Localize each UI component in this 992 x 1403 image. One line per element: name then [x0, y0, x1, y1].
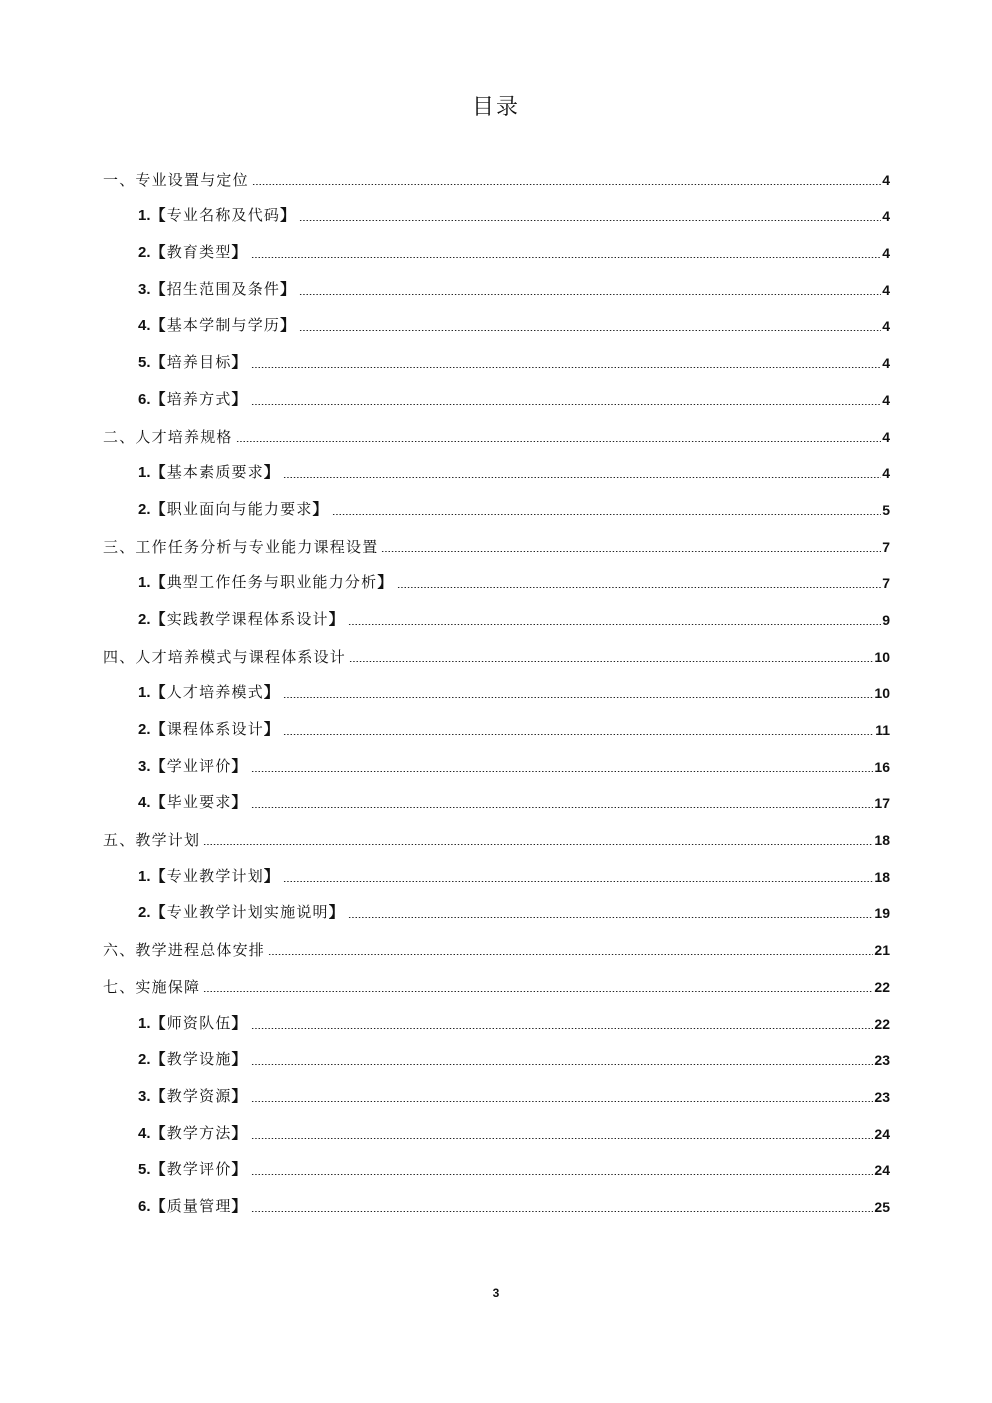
toc-entry-number: 2.	[138, 721, 151, 738]
toc-dot-leader	[348, 917, 873, 918]
toc-dot-leader	[283, 734, 874, 735]
toc-entry-title	[138, 683, 280, 702]
toc-entry-page-number: 7	[882, 538, 890, 555]
toc-entry-close-bracket: 】	[263, 463, 281, 482]
toc-entry-close-bracket: 】	[280, 279, 297, 298]
toc-entry-page-number: 5	[882, 501, 890, 518]
toc-entry-page-number: 10	[874, 685, 890, 702]
toc-entry-open-bracket: 【	[150, 866, 167, 885]
toc-entry-number: 4.	[138, 794, 151, 812]
toc-entry-page-number: 21	[874, 942, 890, 959]
toc-dot-leader	[251, 1138, 874, 1139]
toc-entry-open-bracket: 【	[150, 903, 167, 922]
toc-subsection-entry[interactable]	[103, 674, 890, 711]
toc-entry-open-bracket: 【	[150, 499, 167, 518]
toc-entry-open-bracket: 【	[150, 683, 167, 702]
toc-entry-close-bracket: 】	[231, 756, 248, 775]
toc-entry-page-number: 24	[874, 1125, 890, 1142]
toc-section-entry[interactable]	[103, 527, 890, 564]
toc-entry-title	[103, 648, 346, 666]
toc-entry-close-bracket: 】	[231, 1086, 248, 1105]
toc-entry-page-number: 22	[874, 1015, 890, 1032]
toc-entry-number: 1.	[138, 574, 151, 592]
toc-subsection-entry[interactable]	[103, 710, 890, 747]
toc-dot-leader	[251, 807, 874, 808]
toc-entry-page-number: 17	[874, 795, 890, 812]
toc-entry-close-bracket: 】	[263, 866, 281, 885]
toc-subsection-entry[interactable]	[103, 1151, 890, 1188]
toc-subsection-entry[interactable]	[103, 490, 890, 527]
toc-subsection-entry[interactable]	[103, 564, 890, 601]
toc-entry-label: 质量管理	[166, 1196, 232, 1215]
toc-entry-title	[138, 206, 296, 225]
toc-subsection-entry[interactable]	[103, 857, 890, 894]
toc-entry-close-bracket: 】	[263, 683, 281, 702]
toc-dot-leader	[251, 1064, 874, 1065]
toc-dot-leader	[299, 294, 881, 295]
toc-entry-number: 1.	[138, 1014, 151, 1032]
toc-entry-label: 七、实施保障	[103, 977, 201, 996]
toc-entry-page-number: 24	[874, 1162, 890, 1179]
toc-dot-leader	[348, 624, 881, 625]
toc-entry-close-bracket: 】	[312, 499, 329, 518]
toc-section-entry[interactable]	[103, 417, 890, 454]
toc-entry-label: 培养方式	[166, 389, 232, 408]
toc-entry-open-bracket: 【	[150, 756, 167, 775]
toc-entry-number: 5.	[138, 1161, 151, 1179]
toc-entry-number: 6.	[138, 390, 151, 408]
toc-entry-label: 毕业要求	[166, 793, 232, 812]
toc-dot-leader	[251, 1211, 874, 1212]
toc-entry-title	[138, 243, 248, 262]
toc-entry-close-bracket: 】	[231, 1123, 248, 1142]
toc-subsection-entry[interactable]	[103, 1004, 890, 1041]
toc-entry-label: 六、教学进程总体安排	[103, 941, 266, 960]
toc-entry-open-bracket: 【	[150, 463, 167, 482]
toc-subsection-entry[interactable]	[103, 1041, 890, 1078]
toc-entry-title	[103, 538, 378, 556]
toc-dot-leader	[203, 991, 873, 992]
toc-entry-page-number: 4	[882, 208, 890, 225]
toc-entry-open-bracket: 【	[150, 279, 167, 298]
toc-entry-number: 1.	[138, 867, 151, 885]
toc-entry-page-number: 23	[874, 1088, 890, 1105]
toc-entry-label: 二、人才培养规格	[103, 427, 233, 446]
toc-entry-open-bracket: 【	[150, 243, 167, 262]
toc-entry-label: 实践教学课程体系设计	[166, 609, 329, 628]
toc-dot-leader	[251, 404, 881, 405]
toc-entry-page-number: 4	[882, 428, 890, 445]
toc-dot-leader	[268, 954, 873, 955]
toc-entry-close-bracket: 】	[231, 793, 248, 812]
toc-entry-label: 专业教学计划实施说明	[166, 903, 329, 922]
toc-entry-label: 招生范围及条件	[166, 279, 281, 298]
toc-entry-page-number: 4	[882, 391, 890, 408]
toc-entry-close-bracket: 】	[280, 206, 297, 225]
toc-entry-page-number: 11	[875, 722, 890, 738]
toc-dot-leader	[381, 551, 881, 552]
toc-entry-page-number: 7	[882, 575, 890, 592]
toc-subsection-entry[interactable]	[103, 600, 890, 637]
toc-entry-label: 职业面向与能力要求	[166, 499, 313, 518]
toc-entry-page-number: 10	[874, 648, 890, 665]
toc-entry-label: 典型工作任务与职业能力分析	[166, 573, 378, 592]
toc-entry-open-bracket: 【	[150, 1160, 167, 1179]
toc-entry-number: 3.	[138, 1087, 151, 1105]
toc-entry-number: 2.	[138, 244, 151, 262]
toc-entry-title	[138, 573, 394, 592]
toc-entry-title	[138, 316, 296, 335]
toc-entry-label: 专业教学计划	[166, 866, 264, 885]
toc-entry-title	[138, 757, 248, 776]
toc-entry-close-bracket: 】	[377, 573, 394, 592]
toc-entry-label: 基本学制与学历	[166, 316, 281, 335]
toc-entry-open-bracket: 【	[150, 1196, 167, 1215]
toc-entry-close-bracket: 】	[231, 243, 248, 262]
toc-entry-title	[103, 831, 200, 849]
toc-entry-title	[103, 171, 249, 189]
toc-entry-label: 教育类型	[166, 243, 232, 262]
toc-entry-number: 3.	[138, 280, 151, 298]
toc-dot-leader	[283, 881, 873, 882]
toc-dot-leader	[332, 514, 881, 515]
toc-subsection-entry[interactable]	[103, 784, 890, 821]
toc-entry-title	[103, 941, 265, 959]
toc-subsection-entry[interactable]	[103, 454, 890, 491]
toc-entry-number: 4.	[138, 317, 151, 335]
toc-entry-open-bracket: 【	[150, 609, 167, 628]
toc-entry-page-number: 4	[882, 355, 890, 372]
toc-entry-close-bracket: 】	[231, 389, 248, 408]
toc-entry-page-number: 19	[874, 905, 890, 922]
toc-entry-page-number: 4	[882, 465, 890, 482]
toc-entry-label: 教学设施	[166, 1050, 232, 1069]
toc-entry-page-number: 4	[882, 245, 890, 262]
toc-subsection-entry[interactable]	[103, 1114, 890, 1151]
toc-entry-label: 师资队伍	[166, 1013, 232, 1032]
toc-entry-number: 1.	[138, 684, 151, 702]
toc-entry-title	[138, 280, 296, 299]
toc-entry-number: 1.	[138, 207, 151, 225]
toc-dot-leader	[299, 220, 881, 221]
toc-subsection-entry[interactable]	[103, 343, 890, 380]
toc-entry-title	[138, 1087, 248, 1106]
toc-entry-page-number: 22	[874, 978, 890, 995]
toc-entry-title	[138, 500, 329, 519]
toc-entry-close-bracket: 】	[280, 316, 297, 335]
toc-entry-close-bracket: 】	[231, 1050, 248, 1069]
toc-subsection-entry[interactable]	[103, 894, 890, 931]
toc-entry-label: 培养目标	[166, 353, 232, 372]
toc-entry-open-bracket: 【	[150, 573, 167, 592]
toc-section-entry[interactable]	[103, 930, 890, 967]
toc-entry-close-bracket: 】	[328, 609, 345, 628]
toc-entry-number: 2.	[138, 500, 151, 518]
toc-entry-number: 5.	[138, 354, 151, 372]
toc-dot-leader	[283, 697, 873, 698]
toc-dot-leader	[397, 587, 882, 588]
toc-entry-page-number: 4	[882, 281, 890, 298]
toc-entry-number: 1.	[138, 464, 151, 482]
toc-entry-title	[138, 867, 280, 886]
toc-entry-open-bracket: 【	[150, 389, 167, 408]
toc-section-entry[interactable]	[103, 967, 890, 1004]
toc-entry-title	[138, 1197, 248, 1216]
toc-dot-leader	[251, 257, 881, 258]
toc-subsection-entry[interactable]	[103, 307, 890, 344]
toc-entry-label: 人才培养模式	[166, 683, 264, 702]
toc-dot-leader	[349, 661, 873, 662]
toc-entry-title	[138, 463, 280, 482]
toc-entry-open-bracket: 【	[150, 1050, 167, 1069]
toc-dot-leader	[252, 184, 881, 185]
toc-entry-label: 教学资源	[166, 1086, 232, 1105]
toc-entry-page-number: 18	[874, 868, 890, 885]
toc-entry-page-number: 9	[882, 611, 890, 628]
toc-entry-title	[138, 1160, 248, 1179]
toc-entry-page-number: 25	[874, 1198, 890, 1215]
toc-entry-title	[138, 353, 248, 372]
table-of-contents	[103, 160, 890, 1224]
toc-entry-page-number: 16	[874, 758, 890, 775]
toc-entry-label: 基本素质要求	[166, 463, 264, 482]
toc-entry-page-number: 4	[882, 318, 890, 335]
toc-entry-label: 学业评价	[166, 756, 232, 775]
toc-entry-title	[138, 1014, 248, 1033]
toc-entry-title	[138, 610, 345, 629]
toc-entry-close-bracket: 】	[231, 1196, 248, 1215]
toc-entry-label: 四、人才培养模式与课程体系设计	[103, 647, 347, 666]
toc-entry-label: 专业名称及代码	[166, 206, 281, 225]
toc-subsection-entry[interactable]	[103, 747, 890, 784]
toc-entry-title	[103, 428, 233, 446]
toc-subsection-entry[interactable]	[103, 1077, 890, 1114]
toc-entry-title	[103, 978, 200, 996]
toc-entry-label: 教学方法	[166, 1123, 232, 1142]
toc-entry-number: 2.	[138, 610, 151, 628]
page-number: 3	[492, 1286, 500, 1300]
toc-entry-page-number: 18	[874, 832, 890, 849]
toc-entry-open-bracket: 【	[150, 316, 167, 335]
toc-entry-title	[138, 903, 345, 922]
toc-entry-label: 一、专业设置与定位	[103, 170, 249, 189]
toc-dot-leader	[251, 1174, 874, 1175]
toc-entry-open-bracket: 【	[150, 720, 167, 738]
toc-entry-number: 6.	[138, 1197, 151, 1215]
toc-entry-number: 3.	[138, 757, 151, 775]
toc-entry-open-bracket: 【	[150, 1123, 167, 1142]
toc-entry-number: 2.	[138, 904, 151, 922]
toc-subsection-entry[interactable]	[103, 197, 890, 234]
toc-entry-open-bracket: 【	[150, 793, 167, 812]
toc-entry-close-bracket: 】	[328, 903, 345, 922]
toc-dot-leader	[236, 441, 882, 442]
toc-entry-label: 课程体系设计	[166, 720, 264, 738]
toc-subsection-entry[interactable]	[103, 380, 890, 417]
toc-entry-label: 五、教学计划	[103, 831, 201, 850]
toc-entry-page-number: 4	[882, 171, 890, 188]
toc-entry-open-bracket: 【	[150, 1013, 167, 1032]
toc-entry-number: 4.	[138, 1124, 151, 1142]
toc-section-entry[interactable]	[103, 160, 890, 197]
toc-dot-leader	[251, 1101, 874, 1102]
toc-entry-title	[138, 1124, 248, 1143]
toc-entry-title	[138, 390, 248, 409]
toc-dot-leader	[251, 367, 881, 368]
toc-entry-open-bracket: 【	[150, 353, 167, 372]
toc-dot-leader	[251, 1028, 874, 1029]
page-title: 目录	[471, 95, 520, 120]
toc-subsection-entry[interactable]	[103, 1187, 890, 1224]
toc-subsection-entry[interactable]	[103, 233, 890, 270]
toc-entry-number: 2.	[138, 1051, 151, 1069]
toc-subsection-entry[interactable]	[103, 270, 890, 307]
toc-section-entry[interactable]	[103, 637, 890, 674]
toc-dot-leader	[203, 844, 873, 845]
toc-entry-close-bracket: 】	[263, 720, 281, 738]
toc-entry-page-number: 23	[874, 1052, 890, 1069]
toc-entry-close-bracket: 】	[231, 353, 248, 372]
toc-entry-open-bracket: 【	[150, 1086, 167, 1105]
toc-entry-label: 教学评价	[166, 1160, 232, 1179]
toc-entry-title	[138, 1050, 248, 1069]
toc-section-entry[interactable]	[103, 820, 890, 857]
toc-entry-close-bracket: 】	[231, 1013, 248, 1032]
toc-dot-leader	[299, 330, 881, 331]
toc-entry-close-bracket: 】	[231, 1160, 248, 1179]
toc-dot-leader	[283, 477, 881, 478]
toc-entry-open-bracket: 【	[150, 206, 167, 225]
toc-entry-title	[138, 793, 248, 812]
toc-dot-leader	[251, 771, 874, 772]
toc-entry-title	[138, 720, 280, 739]
toc-entry-label: 三、工作任务分析与专业能力课程设置	[103, 537, 379, 556]
